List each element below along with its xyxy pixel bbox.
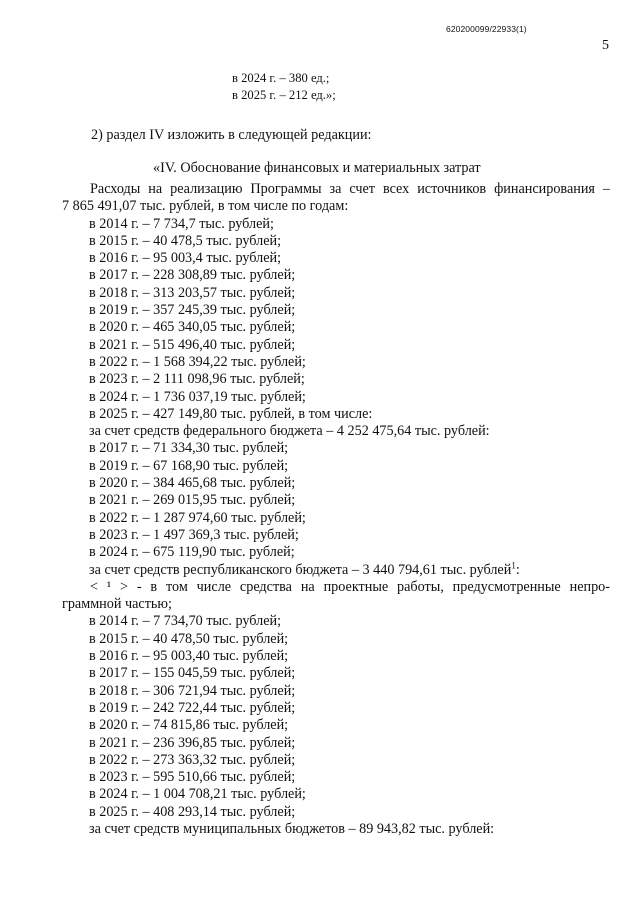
- list-item: в 2016 г. – 95 003,40 тыс. рублей;: [89, 648, 289, 665]
- list-item: в 2021 г. – 515 496,40 тыс. рублей;: [89, 336, 296, 353]
- list-item: в 2019 г. – 357 245,39 тыс. рублей;: [89, 302, 296, 319]
- total-by-year-list: [62, 216, 610, 424]
- list-item: в 2017 г. – 71 334,30 тыс. рублей;: [89, 440, 289, 457]
- amendment-instruction: 2) раздел IV изложить в следующей редакции:: [91, 127, 372, 143]
- list-item: в 2020 г. – 465 340,05 тыс. рублей;: [89, 319, 296, 336]
- republic-budget-heading: [62, 559, 610, 579]
- list-item: в 2016 г. – 95 003,4 тыс. рублей;: [89, 250, 282, 267]
- page-number: 5: [602, 38, 609, 53]
- footnote-marker: 1: [511, 559, 516, 570]
- previous-list-tail: [232, 70, 336, 104]
- list-item: в 2019 г. – 242 722,44 тыс. рублей;: [89, 699, 296, 716]
- document-body: [62, 181, 610, 838]
- list-item: в 2019 г. – 67 168,90 тыс. рублей;: [89, 457, 289, 474]
- list-item: в 2015 г. – 40 478,50 тыс. рублей;: [89, 630, 289, 647]
- list-item: в 2024 г. – 1 736 037,19 тыс. рублей;: [89, 388, 306, 405]
- list-item: в 2021 г. – 236 396,85 тыс. рублей;: [89, 734, 296, 751]
- list-item: в 2025 г. – 427 149,80 тыс. рублей, в том числе:: [89, 405, 373, 422]
- list-item: в 2018 г. – 313 203,57 тыс. рублей;: [89, 284, 296, 301]
- list-item: в 2018 г. – 306 721,94 тыс. рублей;: [89, 682, 296, 699]
- list-item: в 2022 г. – 273 363,32 тыс. рублей;: [89, 751, 296, 768]
- list-item: в 2017 г. – 228 308,89 тыс. рублей;: [89, 267, 296, 284]
- footnote-text-cont: граммной частью;: [62, 596, 172, 613]
- list-item: в 2022 г. – 1 287 974,60 тыс. рублей;: [89, 509, 306, 526]
- list-item: в 2020 г. – 74 815,86 тыс. рублей;: [89, 717, 289, 734]
- republic-heading-colon: :: [515, 561, 520, 578]
- republic-by-year-list: [62, 613, 610, 821]
- federal-budget-heading: за счет средств федерального бюджета – 4 252 475,64 тыс. рублей:: [89, 423, 490, 440]
- intro-paragraph-cont: 7 865 491,07 тыс. рублей, в том числе по годам:: [62, 198, 349, 215]
- list-item: в 2024 г. – 675 119,90 тыс. рублей;: [89, 544, 295, 561]
- list-item: в 2023 г. – 1 497 369,3 тыс. рублей;: [89, 526, 299, 543]
- section-title: «IV. Обоснование финансовых и материальных затрат: [153, 160, 481, 176]
- footnote-text: < ¹ > - в том числе средства на проектные работы, предусмотренные непро-: [90, 578, 610, 595]
- list-item: в 2025 г. – 408 293,14 тыс. рублей;: [89, 803, 296, 820]
- list-item: в 2022 г. – 1 568 394,22 тыс. рублей;: [89, 353, 306, 370]
- list-item: в 2020 г. – 384 465,68 тыс. рублей;: [89, 475, 296, 492]
- list-item: в 2021 г. – 269 015,95 тыс. рублей;: [89, 492, 296, 509]
- list-item: в 2024 г. – 380 ед.;: [232, 71, 330, 85]
- list-item: в 2014 г. – 7 734,70 тыс. рублей;: [89, 613, 282, 630]
- federal-by-year-list: [62, 440, 610, 561]
- list-item: в 2025 г. – 212 ед.»;: [232, 88, 336, 102]
- list-item: в 2024 г. – 1 004 708,21 тыс. рублей;: [89, 786, 306, 803]
- municipal-budget-heading: за счет средств муниципальных бюджетов – 89 943,82 тыс. рублей:: [89, 820, 495, 837]
- list-item: в 2014 г. – 7 734,7 тыс. рублей;: [89, 215, 274, 232]
- intro-paragraph: Расходы на реализацию Программы за счет всех источников финансирования –: [90, 181, 610, 197]
- list-item: в 2015 г. – 40 478,5 тыс. рублей;: [89, 232, 282, 249]
- list-item: в 2017 г. – 155 045,59 тыс. рублей;: [89, 665, 296, 682]
- document-code: 620200099/22933(1): [446, 24, 527, 34]
- list-item: в 2023 г. – 595 510,66 тыс. рублей;: [89, 769, 296, 786]
- republic-heading-text: за счет средств республиканского бюджета – 3 440 794,61 тыс. рублей: [89, 561, 512, 578]
- list-item: в 2023 г. – 2 111 098,96 тыс. рублей;: [89, 371, 305, 388]
